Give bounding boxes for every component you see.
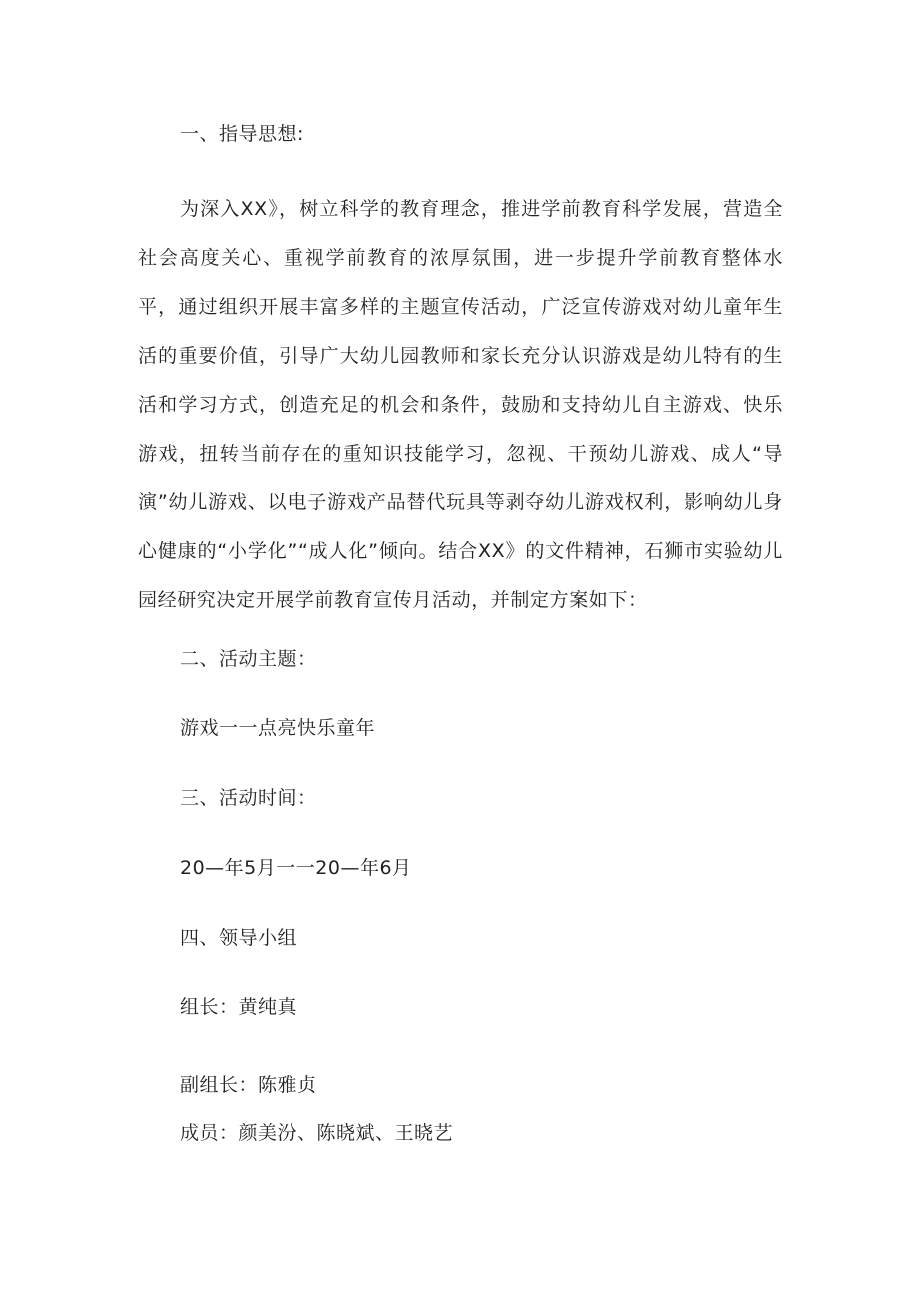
members-line: 成员：颜美汾、陈晓斌、王晓艺 <box>180 1122 454 1144</box>
section-heading-leadership-group: 四、领导小组 <box>180 927 298 949</box>
activity-time-text: 20—年5月一一20—年6月 <box>180 857 412 879</box>
section-heading-activity-theme: 二、活动主题： <box>180 648 317 670</box>
section-heading-activity-time: 三、活动时间： <box>180 787 317 809</box>
guiding-ideology-paragraph: 为深入XX》，树立科学的教育理念，推进学前教育科学发展，营造全社会高度关心、重视学前教育的浓厚氛围，进一步提升学前教育整体水平，通过组织开展丰富多样的主题宣传活动，广泛宣传游戏对幼儿童年生活的重要价值，引导广大幼儿园教师和家长充分认识游戏是幼儿特有的生活和学习方式，创造充足的机会和条件，鼓励和支持幼儿自主游戏、快乐游戏，扭转当前存在的重知识技能学习，忽视、干预幼儿游戏、成人“导演”幼儿游戏、以电子游戏产品替代玩具等剥夺幼儿游戏权利，影响幼儿身心健康的“小学化”“成人化”倾向。结合XX》的文件精神，石狮市实验幼儿园经研究决定开展学前教育宣传月活动，并制定方案如下： <box>138 198 783 612</box>
section-heading-guiding-ideology: 一、指导思想: <box>180 123 304 145</box>
activity-theme-text: 游戏一一点亮快乐童年 <box>180 717 376 739</box>
leader-line: 组长：黄纯真 <box>180 996 298 1018</box>
deputy-leader-line: 副组长：陈雅贞 <box>180 1074 317 1096</box>
